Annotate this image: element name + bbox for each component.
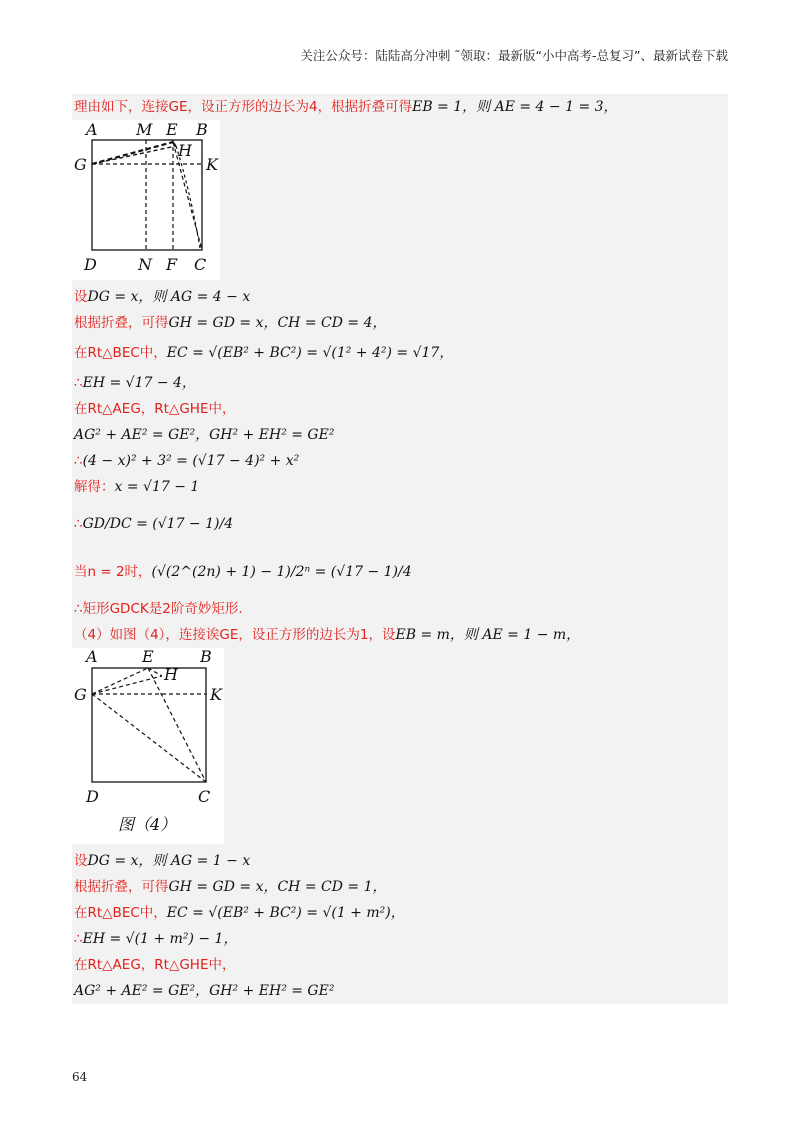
solution-line [72,474,728,500]
explanation-text: 在Rt△AEG，Rt△GHE中， [74,401,236,417]
formula: EB = m，则 AE = 1 − m， [395,627,581,643]
label-C: C [198,787,211,806]
explanation-text: 当n = 2时， [74,564,152,580]
explanation-text: ∴ [74,516,83,532]
explanation-text: ∴ [74,375,83,391]
formula: GH = GD = x，CH = CD = 1， [168,879,387,895]
solution-line [72,448,728,474]
label-C: C [194,255,207,274]
formula: GH = GD = x，CH = CD = 4， [168,315,387,331]
explanation-text: 解得： [74,479,115,495]
explanation-text: 设 [74,289,88,305]
label-D: D [84,255,97,274]
label-K: K [210,685,222,704]
label-B: B [196,120,208,139]
explanation-text: 在Rt△BEC中， [74,905,167,921]
explanation-text: 设 [74,853,88,869]
formula: x = √17 − 1 [114,479,200,495]
formula: DG = x，则 AG = 1 − x [87,853,251,869]
solution-line [72,336,728,370]
geometry-diagram [72,648,224,840]
explanation-text: ∴ [74,931,83,947]
solution-line [72,596,728,622]
formula: (√(2^(2n) + 1) − 1)/2ⁿ = (√17 − 1)/4 [151,564,412,580]
solution-line [72,900,728,926]
solution-line [72,926,728,952]
page-number: 64 [72,1070,88,1084]
solution-line [72,500,728,548]
solution-line [72,978,728,1004]
label-H: H [164,665,178,684]
explanation-text: （4）如图（4），连接诶GE，设正方形的边长为1，设 [74,627,396,643]
label-E: E [166,120,178,139]
page-header: 关注公众号：陆陆高分冲刺 ˜领取：最新版“小中高考-总复习”、最新试卷下载 [300,48,728,63]
formula: EH = √(1 + m²) − 1， [82,931,238,947]
formula: EH = √17 − 4， [82,375,196,391]
label-E: E [142,648,154,666]
formula: EC = √(EB² + BC²) = √(1² + 4²) = √17， [166,345,454,361]
formula: EB = 1，则 AE = 4 − 1 = 3， [412,99,618,115]
solution-line [72,284,728,310]
explanation-text: 根据折叠，可得 [74,315,169,331]
label-N: N [138,255,152,274]
formula: (4 − x)² + 3² = (√17 − 4)² + x² [82,453,300,469]
explanation-text: ∴矩形GDCK是2阶奇妙矩形. [74,601,243,617]
solution-line [72,622,728,648]
label-A: A [86,120,98,139]
formula: GD/DC = (√17 − 1)/4 [82,516,234,532]
figure-square-fold-1 [72,120,220,280]
explanation-text: 在Rt△BEC中， [74,345,167,361]
label-M: M [136,120,153,139]
label-H: H [178,141,192,160]
explanation-text: ∴ [74,453,83,469]
solution-line [72,310,728,336]
label-G: G [74,685,87,704]
explanation-text: 理由如下，连接GE，设正方形的边长为4，根据折叠可得 [74,99,413,115]
solution-line [72,422,728,448]
formula: DG = x，则 AG = 4 − x [87,289,251,305]
solution-line [72,396,728,422]
label-D: D [86,787,99,806]
solution-line [72,94,728,120]
explanation-text: 根据折叠，可得 [74,879,169,895]
solution-line [72,874,728,900]
geometry-diagram [72,120,220,276]
label-F: F [166,255,178,274]
explanation-text: 在Rt△AEG，Rt△GHE中， [74,957,236,973]
label-K: K [206,155,218,174]
label-G: G [74,155,87,174]
label-B: B [200,648,212,666]
solution-body [72,94,728,1004]
solution-line [72,548,728,596]
formula: EC = √(EB² + BC²) = √(1 + m²)， [166,905,405,921]
formula: AG² + AE² = GE²，GH² + EH² = GE² [74,983,335,999]
figure-square-fold-4 [72,648,224,844]
solution-line [72,848,728,874]
solution-line [72,370,728,396]
label-A: A [86,648,98,666]
figure-caption: 图（4） [118,815,177,834]
formula: AG² + AE² = GE²，GH² + EH² = GE² [74,427,335,443]
solution-line [72,952,728,978]
